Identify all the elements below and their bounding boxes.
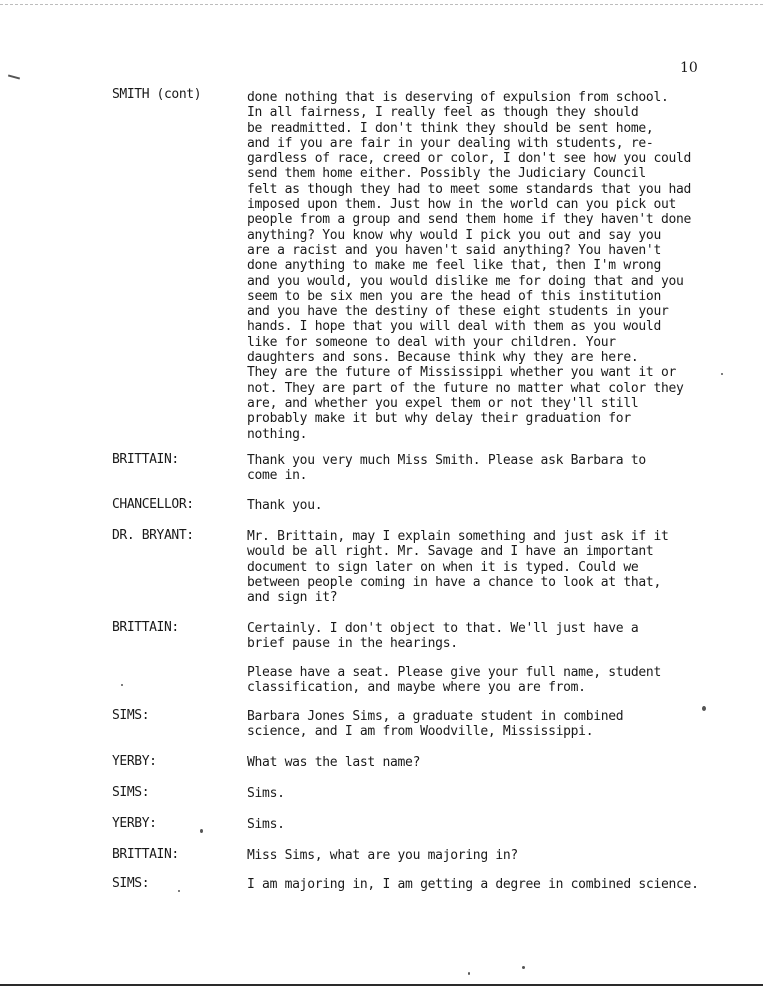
speech-line: and you would, you would dislike me for doing that and you xyxy=(247,273,684,289)
speech-line: come in. xyxy=(247,468,308,484)
speech-line: They are the future of Mississippi whether you want it or xyxy=(247,365,677,381)
scan-speck xyxy=(468,972,470,975)
speech-line: Miss Sims, what are you majoring in? xyxy=(247,848,518,863)
speech-line: and you have the destiny of these eight students in your xyxy=(247,304,669,320)
speech-line: In all fairness, I really feel as though they should xyxy=(247,105,639,121)
speaker-label: SIMS: xyxy=(112,708,150,723)
speech-text xyxy=(247,453,717,484)
speech-line: and sign it? xyxy=(247,590,338,606)
speech-line: daughters and sons. Because think why they are here. xyxy=(247,350,639,366)
speech-line: seem to be six men you are the head of this institution xyxy=(247,288,661,304)
speech-line: done nothing that is deserving of expulsion from school. xyxy=(247,90,669,105)
speaker-label: BRITTAIN: xyxy=(112,847,179,862)
speech-line: are a racist and you haven't said anything? You haven't xyxy=(247,242,661,258)
speech-line: anything? You know why would I pick you out and say you xyxy=(247,227,661,243)
speaker-label: CHANCELLOR: xyxy=(112,497,194,512)
speech-line: imposed upon them. Just how in the world can you pick out xyxy=(247,197,677,213)
speech-text xyxy=(247,90,717,442)
speech-line: Mr. Brittain, may I explain something and just ask if it xyxy=(247,529,669,544)
speech-line: Sims. xyxy=(247,817,285,832)
speech-line: science, and I am from Woodville, Mississippi. xyxy=(247,724,594,740)
speech-line: Thank you very much Miss Smith. Please ask Barbara to xyxy=(247,453,646,468)
speech-line: send them home either. Possibly the Judiciary Council xyxy=(247,166,646,182)
speech-line: What was the last name? xyxy=(247,755,421,770)
speech-text xyxy=(247,817,717,832)
scan-speck xyxy=(178,890,180,892)
speech-line: classification, and maybe where you are from. xyxy=(247,680,586,696)
speech-text xyxy=(247,786,717,801)
speech-line: Please have a seat. Please give your full name, student xyxy=(247,665,661,680)
page-number: 10 xyxy=(680,60,698,76)
speaker-label: SIMS: xyxy=(112,876,150,891)
speaker-label: YERBY: xyxy=(112,816,157,831)
speech-line: Thank you. xyxy=(247,498,323,513)
scan-speck xyxy=(721,373,723,375)
speaker-label: BRITTAIN: xyxy=(112,620,179,635)
speech-line: I am majoring in, I am getting a degree in combined science. xyxy=(247,877,699,892)
speech-line: done anything to make me feel like that, then I'm wrong xyxy=(247,258,661,274)
speech-line: probably make it but why delay their graduation for xyxy=(247,411,631,427)
speech-line: nothing. xyxy=(247,426,308,442)
page-top-edge xyxy=(0,4,763,5)
speech-line: are, and whether you expel them or not they'll still xyxy=(247,395,639,411)
speech-line: gardless of race, creed or color, I don't see how you could xyxy=(247,151,692,167)
speaker-label: SMITH (cont) xyxy=(112,87,202,102)
scan-speck xyxy=(121,684,123,686)
speaker-label: SIMS: xyxy=(112,785,150,800)
speech-line: brief pause in the hearings. xyxy=(247,636,458,652)
speech-text xyxy=(247,877,717,892)
speech-line: not. They are part of the future no matter what color they xyxy=(247,380,684,396)
speech-line: Barbara Jones Sims, a graduate student in combined xyxy=(247,709,624,724)
speech-line: people from a group and send them home if they haven't done xyxy=(247,212,692,228)
speech-text xyxy=(247,498,717,513)
speech-text xyxy=(247,709,717,740)
speech-line: like for someone to deal with your children. Your xyxy=(247,334,616,350)
speech-line: felt as though they had to meet some standards that you had xyxy=(247,181,692,197)
speech-text xyxy=(247,621,717,652)
speech-text xyxy=(247,665,717,696)
speech-text xyxy=(247,755,717,770)
speech-line: would be all right. Mr. Savage and I have an important xyxy=(247,544,654,560)
speaker-label: DR. BRYANT: xyxy=(112,528,194,543)
speech-line: hands. I hope that you will deal with them as you would xyxy=(247,319,661,335)
scan-speck xyxy=(702,706,706,711)
speech-line: between people coming in have a chance to look at that, xyxy=(247,574,661,590)
scan-speck xyxy=(200,829,203,833)
speech-line: be readmitted. I don't think they should be sent home, xyxy=(247,120,654,136)
page-bottom-edge xyxy=(0,984,763,986)
speech-line: and if you are fair in your dealing with students, re- xyxy=(247,135,654,151)
speech-text xyxy=(247,529,717,605)
speech-line: Sims. xyxy=(247,786,285,801)
scan-speck xyxy=(8,74,20,79)
scan-speck xyxy=(522,966,525,969)
speaker-label: YERBY: xyxy=(112,754,157,769)
speaker-label: BRITTAIN: xyxy=(112,452,179,467)
speech-line: Certainly. I don't object to that. We'll just have a xyxy=(247,621,639,636)
speech-text xyxy=(247,848,717,863)
speech-line: document to sign later on when it is typed. Could we xyxy=(247,559,639,575)
